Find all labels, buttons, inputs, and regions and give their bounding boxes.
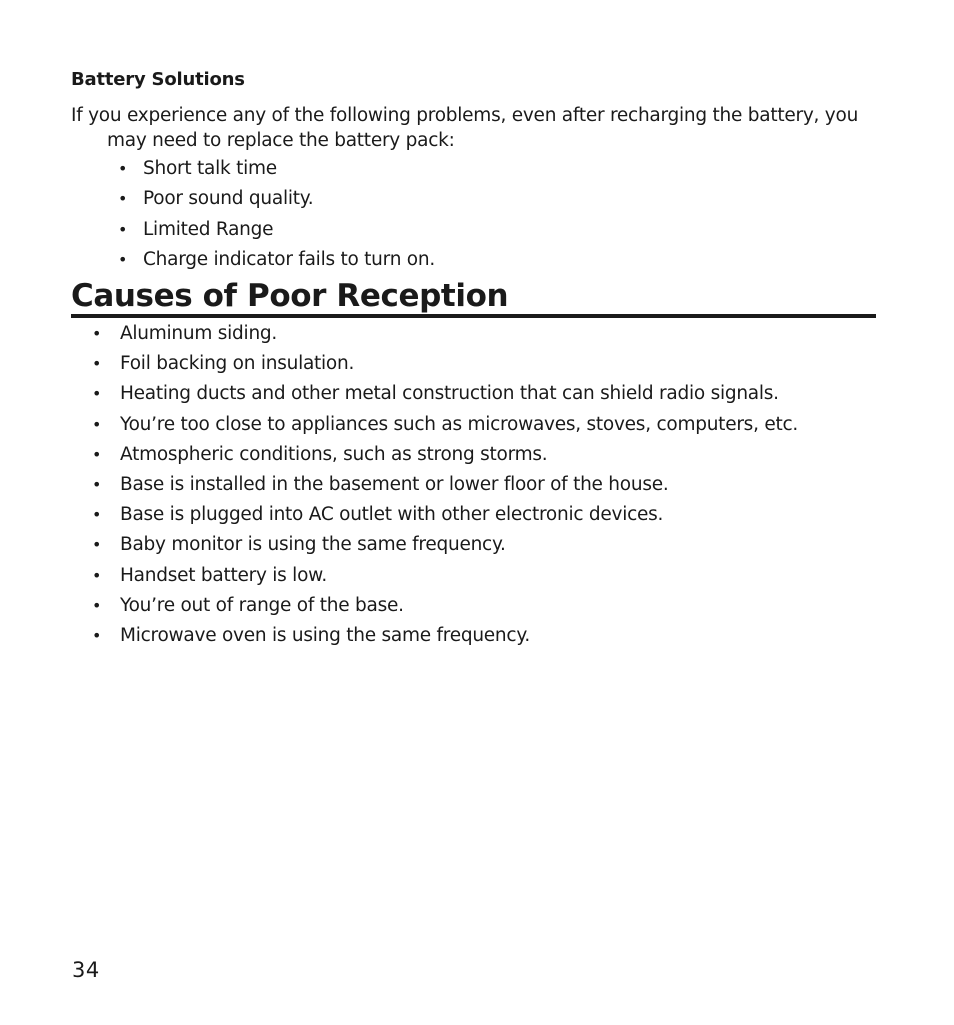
bullet-icon: • bbox=[92, 384, 102, 404]
list-item-text: Base is installed in the basement or lower floor of the house. bbox=[120, 473, 669, 495]
page-number: 34 bbox=[72, 958, 100, 982]
bullet-icon: • bbox=[92, 565, 102, 585]
list-item-text: Limited Range bbox=[143, 218, 274, 240]
list-item-text: You’re too close to appliances such as microwaves, stoves, computers, etc. bbox=[120, 413, 799, 435]
bullet-icon: • bbox=[118, 249, 128, 269]
list-item-text: Handset battery is low. bbox=[120, 564, 327, 586]
bullet-icon: • bbox=[92, 324, 102, 343]
list-item-text: Base is plugged into AC outlet with other electronic devices. bbox=[120, 504, 664, 526]
list-item-text: Poor sound quality. bbox=[143, 188, 314, 210]
bullet-icon: • bbox=[92, 595, 102, 615]
poor-reception-heading: Causes of Poor Reception bbox=[71, 278, 509, 314]
list-item-text: Baby monitor is using the same frequency. bbox=[120, 534, 506, 556]
list-item-text: Charge indicator fails to turn on. bbox=[143, 248, 435, 270]
bullet-icon: • bbox=[92, 444, 102, 464]
bullet-icon: • bbox=[118, 159, 128, 178]
bullet-icon: • bbox=[92, 535, 102, 555]
list-item-text: Foil backing on insulation. bbox=[120, 353, 355, 375]
bullet-icon: • bbox=[92, 505, 102, 525]
list-item-text: Microwave oven is using the same frequency. bbox=[120, 624, 531, 646]
bullet-icon: • bbox=[92, 414, 102, 434]
list-item-text: Short talk time bbox=[143, 158, 277, 179]
bullet-icon: • bbox=[92, 474, 102, 494]
bullet-icon: • bbox=[118, 219, 128, 239]
battery-solutions-heading: Battery Solutions bbox=[71, 69, 245, 90]
section-heading-underlined bbox=[71, 276, 876, 318]
list-item-text: Heating ducts and other metal construction that can shield radio signals. bbox=[120, 383, 779, 405]
bullet-icon: • bbox=[92, 354, 102, 374]
list-item-text: Atmospheric conditions, such as strong storms. bbox=[120, 443, 548, 465]
list-item-text: Aluminum siding. bbox=[120, 323, 278, 344]
list-item-text: You’re out of range of the base. bbox=[120, 594, 404, 616]
battery-solutions-intro: If you experience any of the following problems, even after recharging the battery, you may need to replace the battery pack: bbox=[71, 105, 859, 151]
bullet-icon: • bbox=[118, 189, 128, 209]
bullet-icon: • bbox=[92, 625, 102, 645]
